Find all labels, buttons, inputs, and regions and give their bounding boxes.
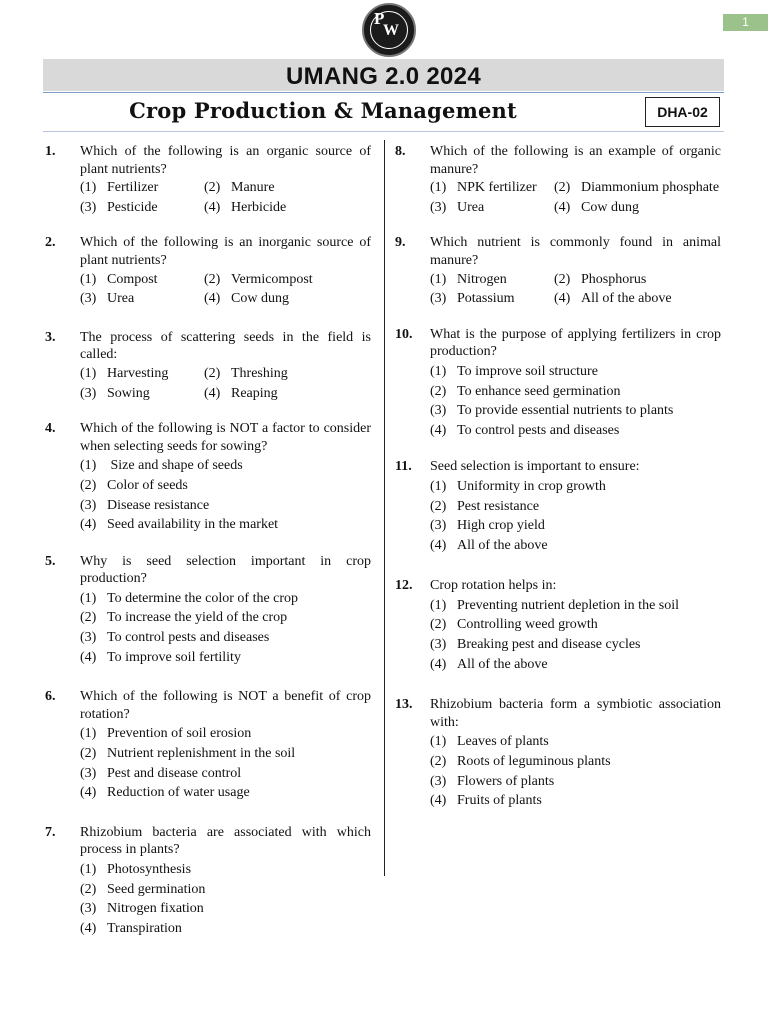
option-text: To improve soil fertility — [107, 649, 241, 665]
option-item — [80, 900, 371, 918]
option-item — [204, 385, 371, 403]
options-list — [430, 733, 721, 809]
option-text: Fruits of plants — [457, 793, 542, 809]
question-item — [45, 329, 371, 403]
option-number: (1) — [430, 271, 447, 287]
option-item — [430, 656, 721, 674]
option-text: Size and shape of seeds — [107, 458, 243, 474]
option-text: Transpiration — [107, 920, 182, 936]
option-item — [430, 422, 721, 440]
option-number: (4) — [204, 199, 221, 215]
option-item — [80, 179, 204, 197]
option-text: Reaping — [231, 385, 278, 401]
option-number: (2) — [80, 477, 97, 493]
options-list — [80, 861, 371, 937]
option-number: (1) — [80, 180, 97, 196]
option-number: (1) — [80, 458, 97, 474]
option-item — [430, 753, 721, 771]
option-text: All of the above — [457, 537, 548, 553]
option-item — [80, 745, 371, 763]
question-number: 8. — [395, 144, 406, 159]
option-item — [554, 199, 721, 217]
option-text: Pesticide — [107, 199, 158, 215]
option-number: (2) — [204, 365, 221, 381]
option-number: (4) — [80, 785, 97, 801]
option-text: Nutrient replenishment in the soil — [107, 746, 296, 762]
option-text: Preventing nutrient depletion in the soil — [457, 597, 680, 613]
option-item — [80, 649, 371, 667]
question-number: 3. — [45, 329, 56, 345]
options-list — [80, 457, 371, 533]
option-item — [80, 881, 371, 899]
option-number: (3) — [80, 291, 97, 307]
question-text: Crop rotation helps in: — [430, 578, 557, 594]
option-item — [80, 271, 204, 289]
option-text: Color of seeds — [107, 477, 188, 493]
option-text: Potassium — [457, 291, 515, 307]
option-text: Sowing — [107, 385, 150, 401]
option-text: To provide essential nutrients to plants — [457, 403, 674, 419]
option-number: (1) — [430, 734, 447, 750]
question-text: Which of the following is an example of organic manure? — [430, 144, 721, 177]
option-text: All of the above — [581, 291, 672, 307]
option-number: (1) — [80, 726, 97, 742]
option-text: Compost — [107, 271, 158, 287]
option-number: (1) — [430, 478, 447, 494]
option-number: (2) — [204, 271, 221, 287]
question-item — [395, 326, 721, 442]
question-item — [45, 143, 371, 217]
question-number: 12. — [395, 578, 413, 594]
question-number: 4. — [45, 421, 56, 437]
option-text: Prevention of soil erosion — [107, 726, 252, 742]
option-number: (1) — [80, 862, 97, 877]
option-text: Photosynthesis — [107, 862, 192, 877]
option-text: NPK fertilizer — [457, 180, 537, 196]
option-item — [430, 733, 721, 751]
question-text: Which of the following is NOT a factor to consider when selecting seeds for sowing? — [80, 421, 371, 454]
option-text: Disease resistance — [107, 497, 210, 513]
options-list — [80, 270, 371, 309]
option-item — [80, 516, 371, 534]
options-list — [430, 597, 721, 673]
options-list — [80, 725, 371, 801]
option-number: (4) — [554, 291, 571, 307]
option-item — [80, 497, 371, 515]
option-text: Manure — [231, 180, 275, 196]
option-text: To increase the yield of the crop — [107, 610, 288, 626]
option-number: (4) — [204, 291, 221, 307]
option-text: All of the above — [457, 656, 548, 672]
option-number: (3) — [80, 630, 97, 646]
question-item — [395, 696, 721, 812]
option-number: (3) — [80, 497, 97, 513]
option-number: (4) — [204, 385, 221, 401]
option-item — [204, 271, 371, 289]
page-number: 1 — [723, 14, 768, 31]
question-item — [395, 234, 721, 308]
option-number: (2) — [80, 746, 97, 762]
option-item — [80, 725, 371, 743]
option-text: To enhance seed germination — [457, 383, 621, 399]
options-list — [430, 178, 721, 217]
question-item — [395, 143, 721, 217]
title-rule — [43, 92, 724, 93]
option-item — [430, 290, 554, 308]
option-item — [430, 363, 721, 381]
option-number: (2) — [554, 180, 571, 196]
option-text: Fertilizer — [107, 180, 159, 196]
option-item — [430, 478, 721, 496]
question-text: The process of scattering seeds in the field is called: — [80, 329, 371, 363]
question-number: 11. — [395, 459, 412, 475]
option-text: Pest resistance — [457, 498, 540, 514]
option-number: (2) — [430, 383, 447, 399]
option-item — [430, 271, 554, 289]
option-number: (3) — [430, 199, 447, 215]
question-number: 7. — [45, 824, 56, 840]
option-text: Reduction of water usage — [107, 785, 250, 801]
option-item — [80, 199, 204, 217]
option-number: (2) — [430, 617, 447, 633]
option-text: Threshing — [231, 365, 288, 381]
option-item — [80, 365, 204, 383]
option-item — [80, 290, 204, 308]
option-item — [80, 629, 371, 647]
question-number: 9. — [395, 235, 406, 251]
option-text: Roots of leguminous plants — [457, 754, 611, 770]
question-text: Which of the following is NOT a benefit of crop rotation? — [80, 689, 371, 722]
option-number: (4) — [80, 920, 97, 936]
option-item — [430, 179, 554, 197]
options-list — [430, 270, 721, 309]
option-number: (3) — [430, 637, 447, 653]
right-column — [395, 143, 721, 833]
option-item — [80, 477, 371, 495]
options-list — [430, 363, 721, 439]
option-text: Pest and disease control — [107, 765, 242, 781]
option-text: Seed availability in the market — [107, 517, 279, 533]
question-text: Seed selection is important to ensure: — [430, 459, 640, 475]
options-list — [430, 478, 721, 554]
option-number: (4) — [430, 656, 447, 672]
page-title: UMANG 2.0 2024 — [43, 59, 724, 91]
option-item — [80, 457, 371, 475]
option-number: (4) — [430, 537, 447, 553]
options-list — [80, 364, 371, 403]
option-item — [554, 290, 721, 308]
question-item — [395, 577, 721, 675]
question-text: Rhizobium bacteria form a symbiotic association with: — [430, 697, 721, 730]
option-item — [80, 920, 371, 938]
option-text: Cow dung — [231, 291, 289, 307]
option-text: Herbicide — [231, 199, 287, 215]
option-text: Harvesting — [107, 365, 169, 381]
option-item — [80, 861, 371, 879]
option-number: (3) — [80, 765, 97, 781]
options-list — [80, 590, 371, 666]
question-text: Which nutrient is commonly found in animal manure? — [430, 235, 721, 268]
option-text: Uniformity in crop growth — [457, 478, 606, 494]
question-number: 10. — [395, 326, 413, 342]
option-item — [204, 179, 371, 197]
option-item — [430, 402, 721, 420]
option-text: Flowers of plants — [457, 773, 555, 789]
question-number: 13. — [395, 697, 413, 713]
option-item — [554, 179, 721, 197]
question-text: Rhizobium bacteria are associated with which process in plants? — [80, 824, 371, 858]
option-text: Breaking pest and disease cycles — [457, 637, 641, 653]
option-item — [430, 616, 721, 634]
option-number: (4) — [80, 649, 97, 665]
left-column — [45, 143, 371, 956]
option-number: (1) — [430, 597, 447, 613]
option-number: (2) — [430, 498, 447, 514]
chapter-title: Crop Production & Management — [129, 98, 517, 123]
option-text: To control pests and diseases — [457, 422, 620, 438]
logo-letter-p: P — [374, 9, 385, 28]
option-text: Vermicompost — [231, 271, 313, 287]
question-number: 2. — [45, 235, 56, 251]
option-number: (2) — [80, 881, 97, 897]
option-text: Urea — [457, 199, 485, 215]
option-text: Cow dung — [581, 199, 639, 215]
option-number: (3) — [430, 291, 447, 307]
option-text: Leaves of plants — [457, 734, 549, 750]
option-number: (3) — [80, 199, 97, 215]
question-item — [45, 553, 371, 669]
option-number: (4) — [80, 517, 97, 533]
option-item — [80, 765, 371, 783]
option-text: High crop yield — [457, 518, 545, 534]
option-number: (4) — [554, 199, 571, 215]
option-item — [80, 784, 371, 802]
option-item — [204, 199, 371, 217]
question-item — [45, 824, 371, 940]
option-number: (3) — [80, 901, 97, 917]
question-text: Which of the following is an inorganic source of plant nutrients? — [80, 235, 371, 268]
pw-logo — [362, 3, 416, 57]
option-item — [430, 773, 721, 791]
option-number: (3) — [430, 518, 447, 534]
sheet-code: DHA-02 — [645, 97, 720, 127]
question-text: What is the purpose of applying fertilizers in crop production? — [430, 326, 721, 360]
option-item — [80, 609, 371, 627]
option-number: (4) — [430, 422, 447, 438]
option-item — [430, 792, 721, 810]
question-number: 6. — [45, 689, 56, 705]
question-item — [45, 234, 371, 308]
logo-letter-w: W — [383, 22, 399, 39]
question-text: Which of the following is an organic source of plant nutrients? — [80, 144, 371, 177]
option-text: Diammonium phosphate — [581, 180, 720, 196]
question-text: Why is seed selection important in crop production? — [80, 553, 371, 587]
option-text: To improve soil structure — [457, 363, 598, 379]
option-number: (1) — [80, 590, 97, 606]
option-item — [204, 365, 371, 383]
option-item — [554, 271, 721, 289]
column-divider — [384, 140, 385, 876]
option-number: (2) — [204, 180, 221, 196]
question-number: 5. — [45, 553, 56, 569]
options-list — [80, 178, 371, 217]
question-number: 1. — [45, 144, 56, 159]
option-item — [430, 537, 721, 555]
option-item — [80, 385, 204, 403]
option-item — [430, 199, 554, 217]
option-item — [80, 590, 371, 608]
option-text: Nitrogen — [457, 271, 507, 287]
option-number: (2) — [430, 754, 447, 770]
option-number: (1) — [80, 271, 97, 287]
option-number: (3) — [430, 403, 447, 419]
option-text: To control pests and diseases — [107, 630, 270, 646]
option-number: (3) — [430, 773, 447, 789]
option-text: Seed germination — [107, 881, 206, 897]
option-item — [430, 636, 721, 654]
option-number: (2) — [80, 610, 97, 626]
option-item — [430, 597, 721, 615]
option-item — [430, 383, 721, 401]
question-item — [395, 458, 721, 556]
option-number: (3) — [80, 385, 97, 401]
option-number: (1) — [430, 180, 447, 196]
option-number: (4) — [430, 793, 447, 809]
option-text: Urea — [107, 291, 135, 307]
option-text: Nitrogen fixation — [107, 901, 204, 917]
question-item — [45, 420, 371, 536]
option-item — [204, 290, 371, 308]
option-number: (2) — [554, 271, 571, 287]
option-item — [430, 498, 721, 516]
option-text: Controlling weed growth — [457, 617, 598, 633]
option-text: To determine the color of the crop — [107, 590, 299, 606]
header-rule — [43, 131, 724, 132]
option-number: (1) — [80, 365, 97, 381]
option-item — [430, 517, 721, 535]
option-number: (1) — [430, 363, 447, 379]
question-item — [45, 688, 371, 804]
option-text: Phosphorus — [581, 271, 647, 287]
